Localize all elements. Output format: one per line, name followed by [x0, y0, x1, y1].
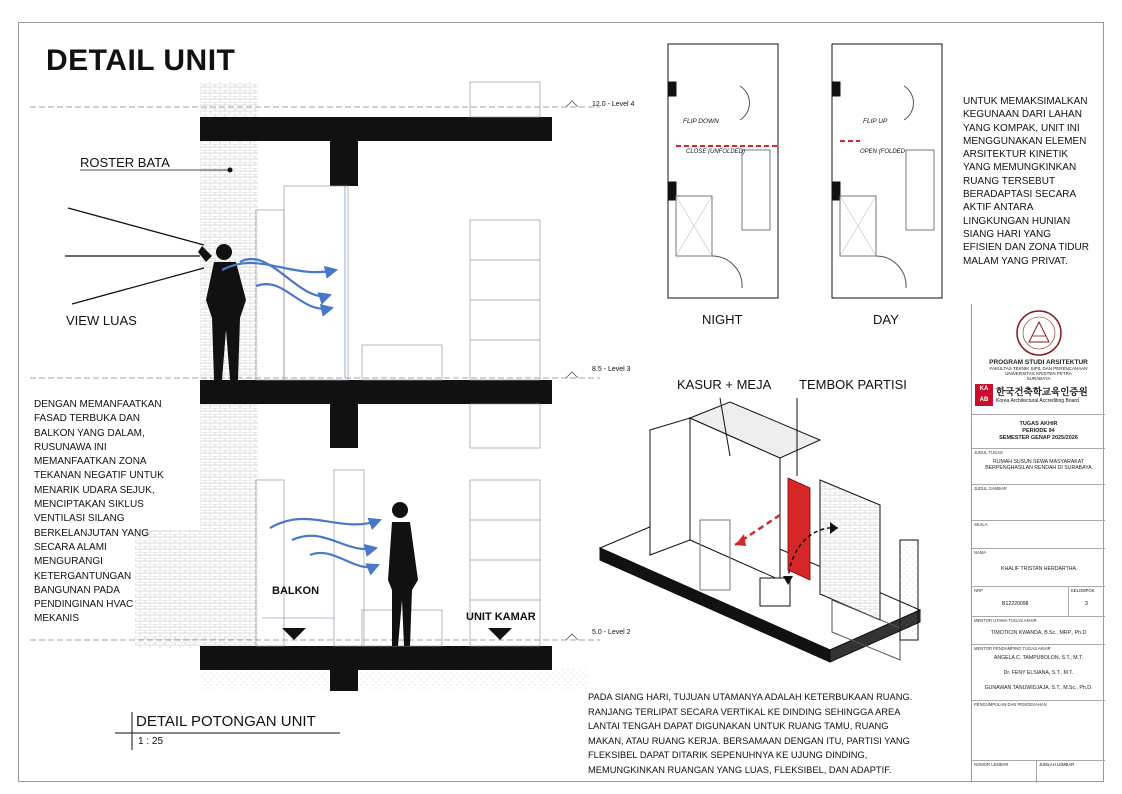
view-label: VIEW LUAS	[66, 313, 137, 328]
flip-down-label: FLIP DOWN	[683, 118, 719, 125]
roster-brick-lower	[200, 400, 258, 648]
tembok-label: TEMBOK PARTISI	[799, 377, 907, 392]
unit-axonometric	[600, 402, 920, 662]
kaab-logo: KA AB	[975, 384, 993, 406]
mentor-utama-value: TIMOTICIN KWANDA, B.Sc., MRP., Ph.D	[990, 630, 1087, 636]
balkon-label: BALKON	[272, 585, 320, 597]
kasur-label: KASUR + MEJA	[677, 377, 772, 392]
section-scale: 1 : 25	[138, 736, 164, 747]
kaab-english: Korea Architectural Accrediting Board	[996, 398, 1079, 404]
plan-night	[668, 44, 778, 298]
title-block	[971, 304, 1105, 782]
tugas-label: TUGAS AKHIR	[1019, 421, 1058, 427]
nama-caption: NAMA	[974, 550, 987, 555]
level-4-label: 12.0 - Level 4	[592, 101, 635, 108]
city-label: SURABAYA	[1026, 376, 1051, 381]
mentor-utama-caption: MENTOR UTAMA TUGAS AKHIR	[974, 618, 1037, 623]
nomor-lembar-caption: NOMOR LEMBAR	[974, 762, 1009, 767]
jumlah-lembar-caption: JUMLAH LEMBAR	[1039, 762, 1075, 767]
slab-level-3	[200, 380, 552, 404]
close-unfolded-label: CLOSE (UNFOLDED)	[686, 149, 746, 155]
judul-gambar-caption: JUDUL GAMBAR	[974, 486, 1007, 491]
level-2-label: 5.0 - Level 2	[592, 629, 631, 636]
university-seal	[1012, 308, 1066, 358]
daytime-text: PADA SIANG HARI, TUJUAN UTAMANYA ADALAH KETERBUKAAN RUANG. RANJANG TERLIPAT SECARA VERTIKAL KE DINDING SEHINGGA AREA LANTAI TENGAH DAPAT DIGUNAKAN UNTUK RUANG TAMU, RUANG MAKAN, ATAU RUANG KERJA. BERSAMAAN DENGAN ITU, PARTISI YANG FLEKSIBEL DAPAT DITARIK SEPENUHNYA KE UJUNG DINDING, MEMUNGKINKAN RUANGAN YANG LUAS, FLEKSIBEL, DAN ADAPTIF.	[588, 692, 913, 775]
plan-day	[832, 44, 942, 298]
faculty-label: FAKULTAS TEKNIK SIPIL DAN PERENCANAAN	[989, 366, 1088, 371]
kelompok-caption: KELOMPOK	[1071, 588, 1095, 593]
unit-kamar-label: UNIT KAMAR	[466, 611, 536, 623]
night-label: NIGHT	[702, 312, 743, 327]
day-label: DAY	[873, 312, 899, 327]
person-lower	[388, 502, 418, 646]
slab-level-4	[200, 117, 552, 141]
nrp-caption: NRP	[974, 588, 983, 593]
open-folded-label: OPEN (FOLDED	[860, 149, 906, 155]
sheet-title: DETAIL UNIT	[46, 44, 236, 77]
nrp-value: B12220098	[1002, 601, 1029, 607]
nama-value: KHALIF TRISTAN HERDARTHA	[1001, 566, 1076, 572]
level-3-label: 8.5 - Level 3	[592, 366, 631, 373]
semester-label: SEMESTER GENAP 2025/2026	[999, 435, 1078, 441]
mentor-2: Dr. FENY ELSIANA, S.T., M.T.	[1003, 670, 1074, 676]
section-caption: DETAIL POTONGAN UNIT	[136, 713, 316, 730]
roster-label: ROSTER BATA	[80, 155, 170, 170]
mentor-1: ANGELA C. TAMPUBOLON, S.T., M.T.	[993, 655, 1084, 661]
program-label: PROGRAM STUDI ARSITEKTUR	[989, 359, 1088, 366]
mentor-3: GUNAWAN TANUWIDJAJA, S.T., M.Sc., Ph.D.	[984, 685, 1093, 691]
skala-caption: SKALA	[974, 522, 988, 527]
ventilation-text: DENGAN MEMANFAATKAN FASAD TERBUKA DAN BALKON YANG DALAM, RUSUNAWA INI MEMANFAATKAN ZONA TEKANAN NEGATIF UNTUK MENARIK UDARA SEJUK, MENCIPTAKAN SIKLUS VENTILASI SILANG BERKELANJUTAN YANG SECARA ALAMI MENGURANGI KETERGANTUNGAN BANGUNAN PADA PENDINGINAN HVAC MEKANIS	[34, 399, 164, 625]
judul-tugas-caption: JUDUL TUGAS	[974, 450, 1003, 455]
kelompok-value: 3	[1085, 601, 1088, 607]
flip-up-label: FLIP UP	[863, 118, 888, 125]
periode-label: PERIODE 94	[1022, 428, 1055, 434]
judul-tugas-value: RUMAH SUSUN SEWA MASYARAKAT BERPENGHASILAN RENDAH DI SURABAYA	[985, 459, 1092, 471]
kinetic-text: UNTUK MEMAKSIMALKAN KEGUNAAN DARI LAHAN YANG KOMPAK, UNIT INI MENGGUNAKAN ELEMEN ARSITEKTUR KINETIK YANG MEMUNGKINKAN RUANG TERSEBUT BERADAPTASI SECARA AKTIF ANTARA LINGKUNGAN HUNIAN SIANG HARI YANG EFISIEN DAN ZONA TIDUR MALAM YANG PRIVAT.	[963, 96, 1089, 267]
mentor-pendamping-caption: MENTOR PENDAMPING TUGAS AKHIR	[974, 646, 1051, 651]
university-label: UNIVERSITAS KRISTEN PETRA	[1005, 371, 1072, 376]
pengumpulan-caption: PENGUMPULAN DAN PENGESAHAN	[974, 702, 1047, 707]
kaab-korean: 한국건축학교육인증원	[996, 387, 1088, 398]
slab-level-2	[200, 646, 552, 670]
